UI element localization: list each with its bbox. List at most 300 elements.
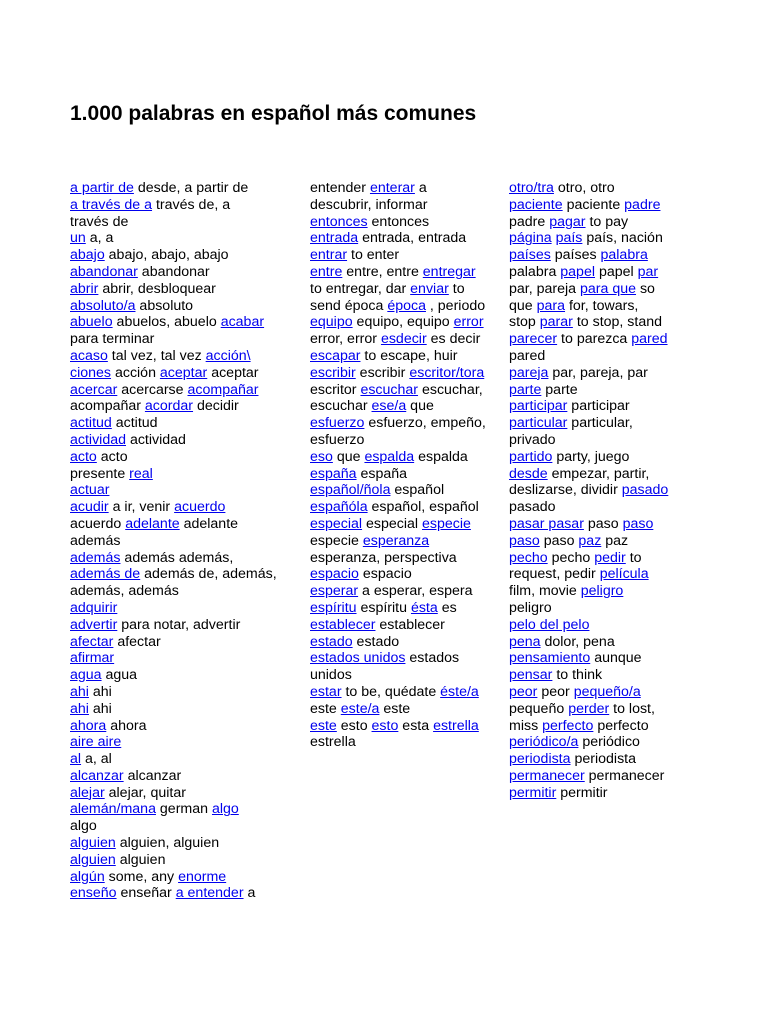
word-translation-text: miss <box>509 717 543 734</box>
word-translation-text: esperanza, perspectiva <box>310 549 457 566</box>
word-translation-text: ahora <box>106 717 147 734</box>
word-link[interactable]: adelante <box>125 515 180 532</box>
word-link[interactable]: espacio <box>310 566 359 583</box>
word-link[interactable]: este <box>310 717 337 734</box>
page-title: 1.000 palabras en español más comunes <box>70 102 477 125</box>
word-list-line <box>70 785 277 802</box>
word-link[interactable]: par <box>637 263 659 280</box>
word-list-line <box>509 734 668 751</box>
word-link[interactable]: entrar <box>310 247 348 264</box>
word-list-line <box>70 382 277 399</box>
word-link[interactable]: pensamiento <box>509 650 591 667</box>
word-link[interactable]: parecer <box>509 331 558 348</box>
word-link[interactable]: ésta <box>410 599 438 616</box>
word-translation-text: acompañar <box>70 398 145 415</box>
word-translation-text: escuchar <box>310 398 372 415</box>
word-list-line <box>310 684 486 701</box>
word-list-line <box>310 415 486 432</box>
word-translation-text: pasado <box>509 499 556 516</box>
word-link[interactable]: desde <box>509 465 548 482</box>
word-link[interactable]: pensar <box>509 667 553 684</box>
word-translation-text: además <box>70 532 121 549</box>
word-list-line <box>310 667 486 684</box>
word-translation-text: to lost, <box>609 700 655 717</box>
word-list-line <box>509 617 668 634</box>
word-link[interactable]: acto <box>70 448 97 465</box>
word-translation-text: acto <box>96 448 128 465</box>
word-list-line <box>310 617 486 634</box>
word-link[interactable]: español/ñola <box>310 482 391 499</box>
word-translation-text: además de, además, <box>140 566 277 583</box>
word-list-line <box>70 298 277 315</box>
word-list-line <box>509 566 668 583</box>
word-link[interactable]: acompañar <box>187 381 259 398</box>
word-list-line <box>70 365 277 382</box>
word-link[interactable]: para que <box>580 280 637 297</box>
word-link[interactable]: además <box>70 549 121 566</box>
word-list-line <box>310 197 486 214</box>
word-translation-text: estado <box>352 633 400 650</box>
word-link[interactable]: escuchar <box>360 381 419 398</box>
word-list-line <box>509 600 668 617</box>
word-translation-text: alguien <box>115 851 166 868</box>
word-list-line <box>70 566 277 583</box>
word-translation-text: es decir <box>426 331 481 348</box>
word-list-column-2 <box>310 180 486 751</box>
word-list-line <box>509 281 668 298</box>
word-link[interactable]: alcanzar <box>70 767 124 784</box>
word-link[interactable]: acaso <box>70 347 108 364</box>
word-link[interactable]: aire aire <box>70 734 122 751</box>
word-link[interactable]: estados unidos <box>310 650 406 667</box>
word-link[interactable]: países <box>509 247 551 264</box>
word-link[interactable]: algo <box>211 801 239 818</box>
word-list-line <box>70 230 277 247</box>
word-list-line <box>310 382 486 399</box>
word-link[interactable]: agua <box>70 667 102 684</box>
word-translation-text: error, error <box>310 331 381 348</box>
word-list-line <box>310 247 486 264</box>
word-list-line <box>70 449 277 466</box>
word-link[interactable]: error <box>453 314 484 331</box>
word-list-line <box>509 751 668 768</box>
word-link[interactable]: abuelo <box>70 314 113 331</box>
word-translation-text: aunque <box>590 650 642 667</box>
word-link[interactable]: pequeño/a <box>573 683 641 700</box>
word-list-line <box>70 247 277 264</box>
word-link[interactable]: enviar <box>410 280 449 297</box>
word-list-line <box>509 415 668 432</box>
word-list-line <box>509 634 668 651</box>
word-list-line <box>70 180 277 197</box>
word-link[interactable]: pasar pasar <box>509 515 584 532</box>
word-link[interactable]: escribir <box>310 364 356 381</box>
word-translation-text: afectar <box>113 633 161 650</box>
word-list-line <box>310 180 486 197</box>
word-link[interactable]: adquirir <box>70 599 118 616</box>
word-link[interactable]: esfuerzo <box>310 415 365 432</box>
word-link[interactable]: este/a <box>340 700 380 717</box>
word-list-line <box>509 482 668 499</box>
word-link[interactable]: papel <box>560 263 595 280</box>
word-link[interactable]: peligro <box>580 583 624 600</box>
word-list-line <box>509 398 668 415</box>
word-list-line <box>509 449 668 466</box>
word-translation-text: país, nación <box>582 230 663 247</box>
word-translation-text: deslizarse, dividir <box>509 482 622 499</box>
word-link[interactable]: acción\ <box>205 347 251 364</box>
word-translation-text: esta <box>398 717 434 734</box>
word-translation-text: empezar, partir, <box>547 465 650 482</box>
word-link[interactable]: periodista <box>509 751 571 768</box>
word-link[interactable]: enorme <box>178 868 227 885</box>
word-list-line <box>310 314 486 331</box>
word-translation-text: además además, <box>120 549 234 566</box>
word-list-line <box>509 314 668 331</box>
word-link[interactable]: alejar <box>70 784 105 801</box>
word-translation-text: par, pareja <box>509 280 580 297</box>
word-translation-text: es <box>437 599 457 616</box>
word-translation-text: esfuerzo <box>310 431 365 448</box>
word-list-column-3 <box>509 180 668 801</box>
word-translation-text: absoluto <box>135 297 194 314</box>
word-link[interactable]: esperanza <box>362 532 430 549</box>
word-link[interactable]: peor <box>509 683 538 700</box>
word-link[interactable]: participar <box>509 398 568 415</box>
word-translation-text: decidir <box>193 398 239 415</box>
word-list-line <box>70 734 277 751</box>
word-link[interactable]: actitud <box>70 415 112 432</box>
word-list-line <box>509 583 668 600</box>
word-link[interactable]: ese/a <box>371 398 407 415</box>
word-link[interactable]: perder <box>568 700 610 717</box>
word-translation-text: to <box>448 280 465 297</box>
word-list-line <box>70 684 277 701</box>
word-link[interactable]: página <box>509 230 552 247</box>
word-translation-text: para notar, advertir <box>117 616 241 633</box>
word-translation-text: este <box>310 700 341 717</box>
word-translation-text: for, towars, <box>565 297 639 314</box>
word-link[interactable]: alemán/mana <box>70 801 156 818</box>
word-list-line <box>310 600 486 617</box>
word-translation-text: aceptar <box>207 364 259 381</box>
word-list-line <box>310 365 486 382</box>
word-list-line <box>70 264 277 281</box>
word-link[interactable]: especie <box>422 515 471 532</box>
word-link[interactable]: abrir <box>70 280 99 297</box>
word-link[interactable]: españóla <box>310 499 368 516</box>
word-list-line <box>310 432 486 449</box>
word-translation-text: entonces <box>367 213 430 230</box>
word-list-line <box>310 298 486 315</box>
word-link[interactable]: esto <box>371 717 399 734</box>
word-link[interactable]: espíritu <box>310 599 357 616</box>
word-translation-text: desde, a partir de <box>133 180 249 196</box>
word-link[interactable]: pared <box>631 331 668 348</box>
word-translation-text: acción <box>111 364 160 381</box>
word-translation-text: que <box>332 448 365 465</box>
word-list-line <box>509 298 668 315</box>
word-list-line <box>70 818 277 835</box>
word-translation-text: film, movie <box>509 583 581 600</box>
word-translation-text: agua <box>101 667 138 684</box>
word-link[interactable]: país <box>555 230 583 247</box>
word-translation-text: espalda <box>414 448 468 465</box>
word-link[interactable]: pecho <box>509 549 548 566</box>
word-link[interactable]: acuerdo <box>174 499 226 516</box>
word-translation-text: to think <box>552 667 603 684</box>
word-link[interactable]: a través de a <box>70 196 153 213</box>
word-list-line <box>70 533 277 550</box>
word-link[interactable]: pareja <box>509 364 549 381</box>
word-link[interactable]: parte <box>509 381 542 398</box>
word-link[interactable]: alguien <box>70 835 116 852</box>
word-translation-text: otro, otro <box>553 180 615 196</box>
word-link[interactable]: absoluto/a <box>70 297 136 314</box>
word-link[interactable]: a entender <box>175 885 244 902</box>
word-translation-text: a, a <box>85 230 114 247</box>
word-list-line <box>70 281 277 298</box>
word-translation-text: ahi <box>88 700 112 717</box>
word-link[interactable]: esperar <box>310 583 359 600</box>
word-link[interactable]: entrada <box>310 230 359 247</box>
word-list-line <box>70 600 277 617</box>
word-link[interactable]: además de <box>70 566 141 583</box>
word-link[interactable]: escapar <box>310 347 361 364</box>
word-link[interactable]: al <box>70 751 82 768</box>
word-link[interactable]: particular <box>509 415 568 432</box>
word-translation-text: german <box>155 801 212 818</box>
word-translation-text: alejar, quitar <box>104 784 186 801</box>
word-link[interactable]: parar <box>539 314 573 331</box>
word-translation-text: periódico <box>578 734 640 751</box>
word-list-line <box>310 281 486 298</box>
word-link[interactable]: eso <box>310 448 333 465</box>
word-translation-text: que <box>509 297 537 314</box>
word-translation-text: través de <box>70 213 129 230</box>
word-link[interactable]: entregar <box>422 263 476 280</box>
word-translation-text: estados <box>405 650 460 667</box>
word-list-line <box>509 768 668 785</box>
word-link[interactable]: estrella <box>433 717 479 734</box>
word-list-line <box>509 550 668 567</box>
word-translation-text: peligro <box>509 599 552 616</box>
word-link[interactable]: abajo <box>70 247 105 264</box>
word-link[interactable]: acabar <box>220 314 265 331</box>
word-translation-text: to escape, huir <box>360 347 458 364</box>
word-translation-text: request, pedir <box>509 566 600 583</box>
word-list-line <box>70 482 277 499</box>
word-translation-text: especial <box>362 515 422 532</box>
word-translation-text: ahi <box>88 683 112 700</box>
word-list-line <box>310 583 486 600</box>
word-link[interactable]: enseño <box>70 885 117 902</box>
word-list-line <box>509 650 668 667</box>
word-translation-text: padre <box>509 213 550 230</box>
word-link[interactable]: ahi <box>70 683 89 700</box>
word-translation-text: paso <box>583 515 623 532</box>
word-link[interactable]: paso <box>622 515 654 532</box>
word-translation-text: parte <box>541 381 578 398</box>
word-list-line <box>70 466 277 483</box>
word-translation-text: alcanzar <box>123 767 182 784</box>
word-link[interactable]: pedir <box>594 549 626 566</box>
word-list-line <box>70 550 277 567</box>
word-link[interactable]: entonces <box>310 213 368 230</box>
word-list-line <box>509 348 668 365</box>
word-link[interactable]: padre <box>624 196 661 213</box>
word-link[interactable]: escritor/tora <box>409 364 485 381</box>
word-list-line <box>509 382 668 399</box>
word-list-line <box>509 214 668 231</box>
word-link[interactable]: advertir <box>70 616 118 633</box>
word-link[interactable]: permanecer <box>509 767 585 784</box>
word-translation-text: esto <box>336 717 372 734</box>
word-link[interactable]: espalda <box>364 448 415 465</box>
word-link[interactable]: actuar <box>70 482 110 499</box>
word-translation-text: entrada, entrada <box>358 230 467 247</box>
word-translation-text: españa <box>356 465 408 482</box>
word-translation-text: peor <box>537 683 574 700</box>
word-link[interactable]: afectar <box>70 633 114 650</box>
word-list-line <box>509 180 668 197</box>
word-translation-text: so <box>636 280 655 297</box>
word-translation-text: para terminar <box>70 331 155 348</box>
word-link[interactable]: partido <box>509 448 553 465</box>
word-link[interactable]: real <box>129 465 153 482</box>
word-link[interactable]: éste/a <box>440 683 479 700</box>
word-link[interactable]: otro/tra <box>509 180 554 196</box>
word-translation-text: entender <box>310 180 370 196</box>
word-list-line <box>509 718 668 735</box>
word-link[interactable]: ahi <box>70 700 89 717</box>
word-list-line <box>70 331 277 348</box>
word-translation-text: escribir <box>355 364 410 381</box>
word-list-line <box>70 583 277 600</box>
word-translation-text: tal vez, tal vez <box>107 347 206 364</box>
word-link[interactable]: entre <box>310 263 343 280</box>
word-translation-text: abandonar <box>137 263 210 280</box>
word-translation-text: periodista <box>570 751 636 768</box>
word-list-line <box>509 701 668 718</box>
word-link[interactable]: equipo <box>310 314 353 331</box>
word-list-line <box>310 566 486 583</box>
word-link[interactable]: pasado <box>621 482 669 499</box>
word-translation-text: to pay <box>585 213 629 230</box>
word-list-line <box>70 314 277 331</box>
word-link[interactable]: afirmar <box>70 650 115 667</box>
word-list-line <box>310 466 486 483</box>
word-translation-text: países <box>550 247 601 264</box>
word-link[interactable]: época <box>387 297 426 314</box>
word-link[interactable]: periódico/a <box>509 734 579 751</box>
word-link[interactable]: especial <box>310 515 363 532</box>
word-translation-text: escritor <box>310 381 361 398</box>
word-list-line <box>70 197 277 214</box>
word-translation-text: espíritu <box>356 599 411 616</box>
word-link[interactable]: película <box>599 566 649 583</box>
word-link[interactable]: estar <box>310 683 342 700</box>
word-list-line <box>70 869 277 886</box>
word-list-line <box>70 885 277 902</box>
word-translation-text: especie <box>310 532 363 549</box>
word-translation-text: to parezca <box>557 331 632 348</box>
word-translation-text: además, además <box>70 583 179 600</box>
word-list-column-1 <box>70 180 277 902</box>
word-translation-text: acuerdo <box>70 515 126 532</box>
word-link[interactable]: permitir <box>509 784 557 801</box>
word-link[interactable]: estado <box>310 633 353 650</box>
word-link[interactable]: un <box>70 230 86 247</box>
word-translation-text: español <box>390 482 445 499</box>
word-link[interactable]: acudir <box>70 499 109 516</box>
word-link[interactable]: alguien <box>70 851 116 868</box>
word-link[interactable]: acercar <box>70 381 118 398</box>
word-link[interactable]: paz <box>578 532 602 549</box>
word-link[interactable]: pelo del pelo <box>509 616 590 633</box>
word-link[interactable]: acordar <box>144 398 194 415</box>
word-link[interactable]: aceptar <box>159 364 208 381</box>
word-translation-text: to enter <box>347 247 400 264</box>
word-link[interactable]: paciente <box>509 196 563 213</box>
word-link[interactable]: establecer <box>310 616 376 633</box>
word-link[interactable]: enterar <box>369 180 415 196</box>
word-list-line <box>70 348 277 365</box>
word-list-line <box>70 499 277 516</box>
word-link[interactable]: perfecto <box>542 717 594 734</box>
word-list-line <box>70 398 277 415</box>
word-translation-text: to be, quédate <box>341 683 441 700</box>
word-link[interactable]: españa <box>310 465 357 482</box>
word-list-line <box>310 701 486 718</box>
word-link[interactable]: pagar <box>549 213 586 230</box>
word-list-line <box>310 449 486 466</box>
word-translation-text: paz <box>601 532 629 549</box>
word-translation-text: este <box>379 700 411 717</box>
word-translation-text: descubrir, informar <box>310 196 428 213</box>
word-list-line <box>509 785 668 802</box>
word-list-line <box>509 197 668 214</box>
word-link[interactable]: a partir de <box>70 180 134 196</box>
word-translation-text: abajo, abajo, abajo <box>104 247 229 264</box>
word-translation-text: a <box>243 885 256 902</box>
word-link[interactable]: actividad <box>70 431 126 448</box>
word-list-line <box>509 684 668 701</box>
word-list-line <box>509 230 668 247</box>
word-list-line <box>310 718 486 735</box>
word-list-line <box>310 533 486 550</box>
word-list-line <box>509 499 668 516</box>
word-link[interactable]: ahora <box>70 717 107 734</box>
word-list-line <box>310 348 486 365</box>
word-link[interactable]: para <box>536 297 566 314</box>
word-translation-text: pecho <box>547 549 595 566</box>
word-translation-text: send época <box>310 297 388 314</box>
word-list-line <box>310 398 486 415</box>
word-translation-text: participar <box>567 398 630 415</box>
word-link[interactable]: ciones <box>70 364 112 381</box>
word-link[interactable]: abandonar <box>70 263 138 280</box>
word-translation-text: permitir <box>556 784 608 801</box>
word-link[interactable]: esdecir <box>380 331 427 348</box>
word-link[interactable]: algún <box>70 868 105 885</box>
word-translation-text: unidos <box>310 667 352 684</box>
word-list-line <box>310 214 486 231</box>
word-translation-text: paso <box>539 532 579 549</box>
word-link[interactable]: palabra <box>600 247 648 264</box>
word-link[interactable]: pena <box>509 633 541 650</box>
word-link[interactable]: paso <box>509 532 540 549</box>
